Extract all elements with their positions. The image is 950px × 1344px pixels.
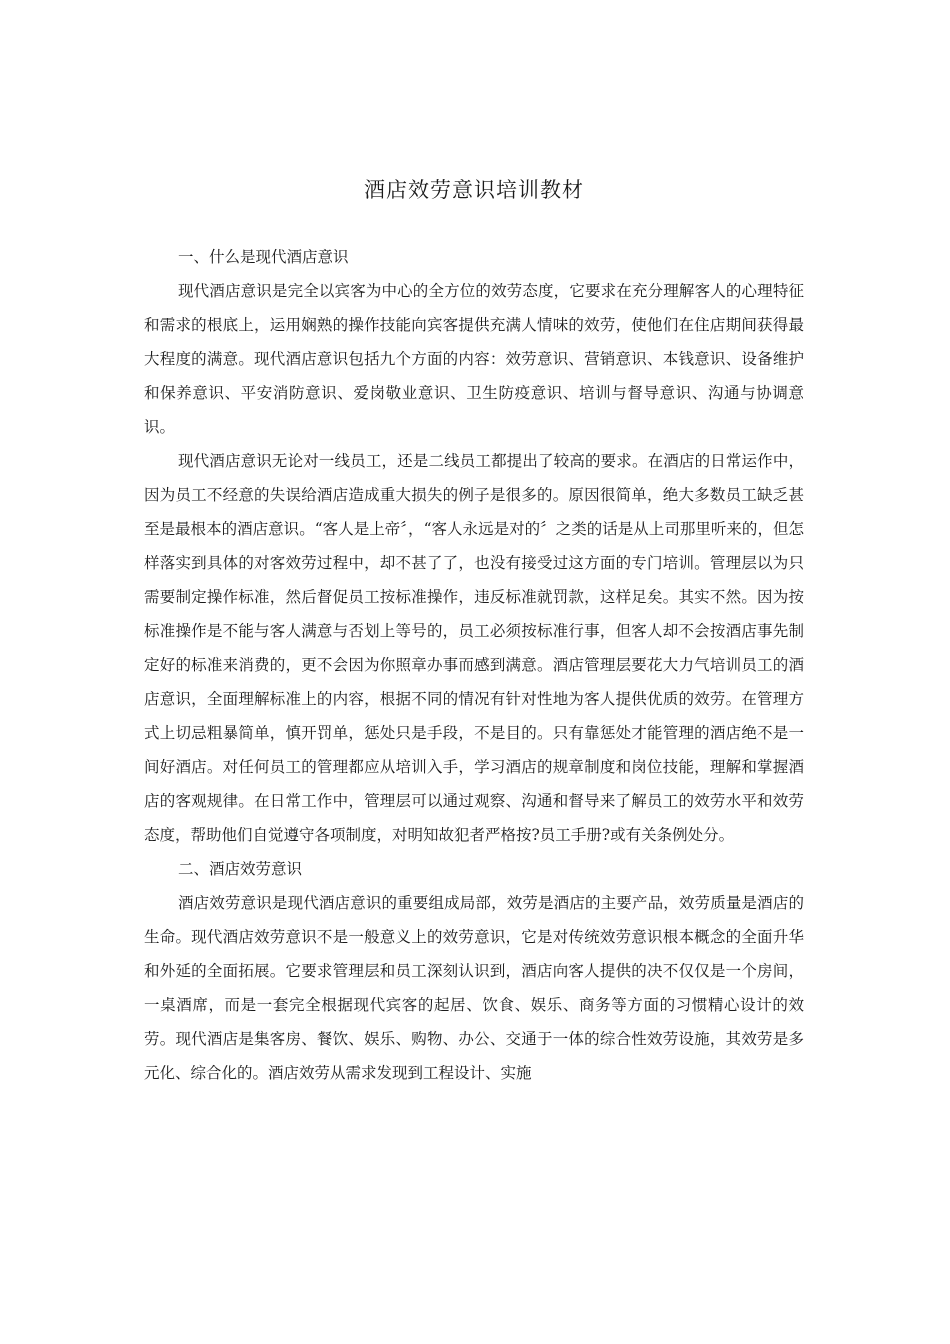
section-heading-1: 一、什么是现代酒店意识 [178, 248, 349, 266]
section-heading-2: 二、酒店效劳意识 [178, 860, 303, 878]
document-title: 酒店效劳意识培训教材 [364, 178, 584, 202]
section-2-paragraph-1: 酒店效劳意识是现代酒店意识的重要组成局部，效劳是酒店的主要产品，效劳质量是酒店的生命。现代酒店效劳意识不是一般意义上的效劳意识，它是对传统效劳意识根本概念的全面升华和外延的全面拓展。它要求管理层和员工深刻认识到，酒店向客人提供的决不仅仅是一个房间，一桌酒席，而是一套完全根据现代宾客的起居、饮食、娱乐、商务等方面的习惯精心设计的效劳。现代酒店是集客房、餐饮、娱乐、购物、办公、交通于一体的综合性效劳设施，其效劳是多元化、综合化的。酒店效劳从需求发现到工程设计、实施 [144, 894, 804, 1082]
section-1-paragraph-2: 现代酒店意识无论对一线员工，还是二线员工都提出了较高的要求。在酒店的日常运作中，因为员工不经意的失误给酒店造成重大损失的例子是很多的。原因很简单，绝大多数员工缺乏甚至是最根本的酒店意识。“客人是上帝〞，“客人永远是对的〞之类的话是从上司那里听来的，但怎样落实到具体的对客效劳过程中，却不甚了了，也没有接受过这方面的专门培训。管理层以为只需要制定操作标准，然后督促员工按标准操作，违反标准就罚款，这样足矣。其实不然。因为按标准操作是不能与客人满意与否划上等号的，员工必须按标准行事，但客人却不会按酒店事先制定好的标准来消费的，更不会因为你照章办事而感到满意。酒店管理层要花大力气培训员工的酒店意识，全面理解标准上的内容，根据不同的情况有针对性地为客人提供优质的效劳。在管理方式上切忌粗暴简单，慎开罚单，惩处只是手段，不是目的。只有靠惩处才能管理的酒店绝不是一间好酒店。对任何员工的管理都应从培训入手，学习酒店的规章制度和岗位技能，理解和掌握酒店的客观规律。在日常工作中，管理层可以通过观察、沟通和督导来了解员工的效劳水平和效劳态度，帮助他们自觉遵守各项制度，对明知故犯者严格按?员工手册?或有关条例处分。 [144, 452, 804, 844]
document-page [144, 172, 804, 1090]
section-1-paragraph-1: 现代酒店意识是完全以宾客为中心的全方位的效劳态度，它要求在充分理解客人的心理特征和需求的根底上，运用娴熟的操作技能向宾客提供充满人情味的效劳，使他们在住店期间获得最大程度的满意。现代酒店意识包括九个方面的内容：效劳意识、营销意识、本钱意识、设备维护和保养意识、平安消防意识、爱岗敬业意识、卫生防疫意识、培训与督导意识、沟通与协调意识。 [144, 282, 804, 436]
